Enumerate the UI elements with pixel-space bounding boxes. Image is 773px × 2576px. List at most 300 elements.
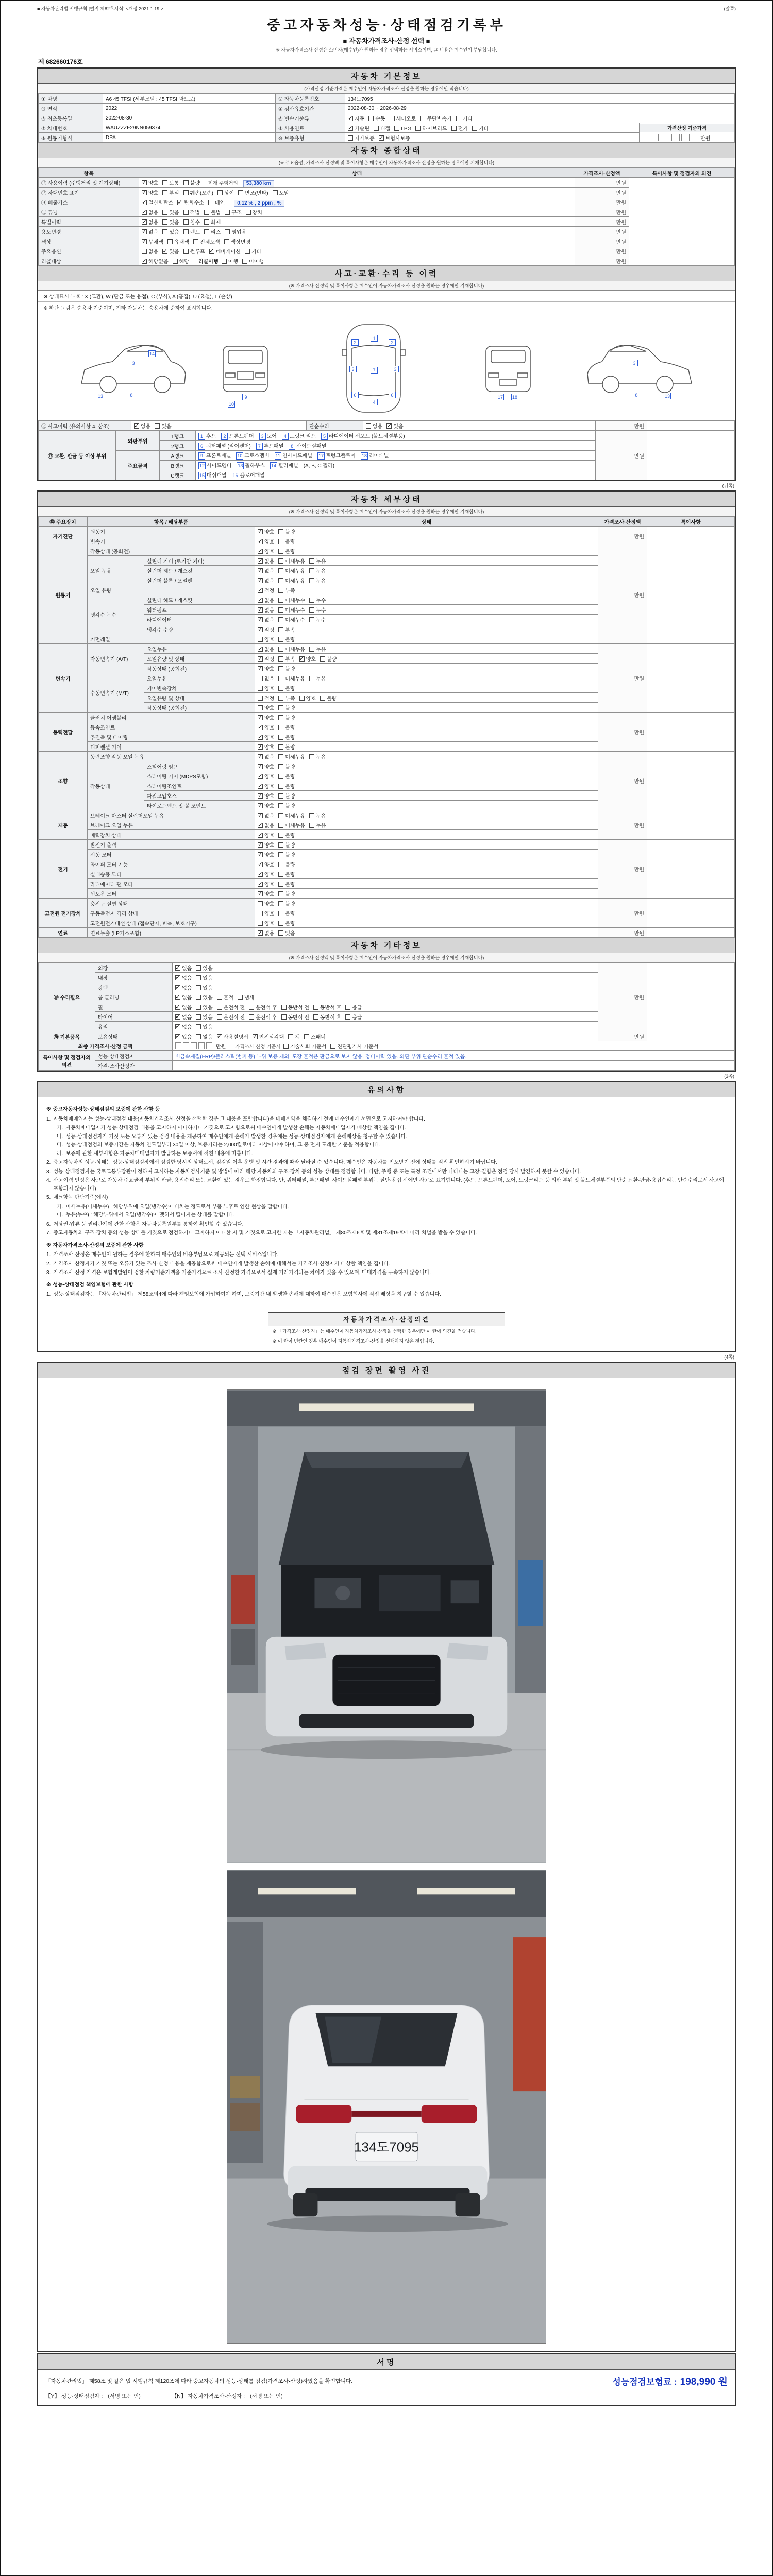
checkbox[interactable]: [162, 180, 167, 185]
checkbox[interactable]: [134, 423, 139, 429]
etc-note: (※ 가격조사·산정액 및 특이사항은 매수인이 자동차가격조사·산정을 원하는 경우에만 기재합니다): [38, 953, 735, 962]
checkbox[interactable]: [472, 126, 477, 131]
checkbox[interactable]: [394, 126, 399, 131]
checkbox-label: 불량: [285, 705, 295, 711]
row-state: [255, 556, 598, 566]
checkbox[interactable]: [162, 190, 167, 195]
checkbox[interactable]: [253, 1034, 258, 1039]
checkbox-option: [258, 655, 274, 663]
checkbox[interactable]: [258, 930, 263, 936]
checkbox-option: [258, 723, 274, 731]
checkbox-label: 없음: [148, 219, 159, 226]
checkbox[interactable]: [278, 598, 283, 603]
checkbox[interactable]: [278, 666, 283, 671]
checkbox[interactable]: [304, 1034, 309, 1039]
row-state: [255, 869, 598, 879]
checkbox-label: 양호: [264, 882, 275, 888]
checkbox[interactable]: [175, 965, 180, 971]
checkbox-option: [258, 743, 274, 751]
checkbox[interactable]: [258, 686, 263, 691]
checkbox[interactable]: [196, 975, 201, 980]
checkbox[interactable]: [258, 813, 263, 818]
checkbox[interactable]: [258, 578, 263, 583]
row-state: [255, 673, 598, 683]
checkbox[interactable]: [249, 1014, 254, 1020]
checkbox[interactable]: [258, 529, 263, 534]
checkbox-label: 없음: [264, 813, 275, 819]
part-label: 구동축전지 격리 상태: [88, 908, 255, 918]
checkbox[interactable]: [278, 833, 283, 838]
repair-group-label: ⑲ 수리필요: [39, 963, 95, 1031]
checkbox[interactable]: [278, 588, 283, 593]
checkbox[interactable]: [258, 549, 263, 554]
panel-name: 라디에이터 서포트 (볼트체결부품): [329, 434, 405, 439]
row-state: [255, 615, 598, 624]
checkbox[interactable]: [278, 911, 283, 916]
notice-item: [46, 1115, 727, 1124]
checkbox[interactable]: [142, 249, 147, 254]
checkbox[interactable]: [309, 813, 314, 818]
checkbox[interactable]: [196, 995, 201, 1000]
checkbox[interactable]: [415, 126, 421, 131]
checkbox[interactable]: [320, 696, 325, 701]
checkbox-label: 양호: [264, 793, 275, 800]
checkbox[interactable]: [217, 190, 223, 195]
checkbox[interactable]: [183, 190, 189, 195]
checkbox[interactable]: [258, 568, 263, 573]
row-state: [255, 693, 598, 703]
checkbox[interactable]: [183, 210, 189, 215]
field-label: ⑧ 사용연료: [276, 123, 345, 133]
checkbox[interactable]: [249, 1005, 254, 1010]
checkbox[interactable]: [177, 200, 182, 205]
checkbox-label: 미세누유: [285, 578, 305, 584]
checkbox[interactable]: [278, 558, 283, 564]
checkbox[interactable]: [278, 774, 283, 779]
checkbox-option: [278, 606, 305, 614]
checkbox[interactable]: [345, 1014, 350, 1020]
checkbox[interactable]: [258, 852, 263, 857]
checkbox-label: 없음: [264, 578, 275, 584]
checkbox[interactable]: [420, 116, 425, 121]
checkbox[interactable]: [258, 921, 263, 926]
row-state: [255, 801, 598, 810]
checkbox[interactable]: [183, 249, 189, 254]
checkbox[interactable]: [278, 744, 283, 750]
checkbox[interactable]: [309, 754, 314, 759]
panel-number-badge: 18: [512, 395, 518, 400]
checkbox-option: [196, 984, 212, 991]
checkbox[interactable]: [281, 1005, 287, 1010]
group-label: 변속기: [39, 644, 88, 713]
table-row: [39, 527, 735, 536]
checkbox-label: 장치: [252, 210, 262, 216]
checkbox[interactable]: [278, 705, 283, 710]
checkbox[interactable]: [142, 190, 147, 195]
checkbox[interactable]: [309, 578, 314, 583]
checkbox-label: 양호: [264, 901, 275, 907]
checkbox[interactable]: [309, 647, 314, 652]
remarks-cell: [647, 713, 735, 752]
price-cell: 만원: [575, 197, 629, 207]
panel-name: 플로어패널: [240, 473, 265, 479]
checkbox[interactable]: [258, 666, 263, 671]
checkbox[interactable]: [183, 219, 189, 225]
column-header: 항목 / 해당부품: [88, 517, 255, 527]
checkbox-option: [278, 674, 305, 682]
checkbox[interactable]: [288, 1034, 293, 1039]
checkbox[interactable]: [175, 995, 180, 1000]
checkbox[interactable]: [258, 558, 263, 564]
part-label: 타이어: [95, 1012, 173, 1022]
checkbox-label: 양호: [264, 549, 275, 555]
checkbox[interactable]: [309, 598, 314, 603]
checkbox[interactable]: [258, 754, 263, 759]
checkbox[interactable]: [225, 229, 230, 234]
checkbox[interactable]: [278, 686, 283, 691]
checkbox-label: 불량: [285, 842, 295, 849]
checkbox[interactable]: [313, 1005, 318, 1010]
price-cell: 만원: [598, 810, 647, 840]
checkbox-label: 불량: [285, 852, 295, 858]
checkbox-option: [249, 1013, 277, 1021]
checkbox[interactable]: [278, 735, 283, 740]
page-marker-back: (뒤쪽): [722, 483, 734, 488]
checkbox[interactable]: [193, 239, 198, 244]
checkbox[interactable]: [278, 607, 283, 613]
checkbox[interactable]: [167, 239, 173, 244]
checkbox-option: [348, 134, 375, 142]
checkbox[interactable]: [217, 1005, 222, 1010]
checkbox[interactable]: [451, 126, 457, 131]
checkbox[interactable]: [390, 116, 395, 121]
checkbox-label: 없음: [182, 965, 192, 972]
checkbox[interactable]: [183, 180, 189, 185]
checkbox[interactable]: [217, 1014, 222, 1020]
checkbox[interactable]: [278, 882, 283, 887]
checkbox[interactable]: [196, 985, 201, 990]
checkbox-label: 안전삼각대: [259, 1034, 284, 1040]
rank-label: 1랭크: [160, 431, 196, 441]
checkbox[interactable]: [258, 793, 263, 799]
checkbox[interactable]: [278, 784, 283, 789]
checkbox[interactable]: [368, 116, 374, 121]
checkbox-option: [162, 208, 179, 216]
checkbox[interactable]: [320, 656, 325, 662]
checkbox[interactable]: [456, 116, 461, 121]
checkbox[interactable]: [278, 842, 283, 848]
inspection-period-value: 2022-08-30 ~ 2026-08-29: [345, 104, 735, 113]
checkbox[interactable]: [175, 1034, 180, 1039]
checkbox[interactable]: [246, 210, 251, 215]
checkbox[interactable]: [258, 833, 263, 838]
checkbox[interactable]: [258, 588, 263, 593]
checkbox-option: [278, 851, 295, 858]
checkbox[interactable]: [162, 210, 167, 215]
checkbox-option: [175, 964, 192, 972]
checkbox[interactable]: [278, 901, 283, 906]
checkbox[interactable]: [175, 1024, 180, 1029]
notice-subitem: [57, 1133, 727, 1141]
checkbox[interactable]: [258, 803, 263, 808]
checkbox[interactable]: [258, 715, 263, 720]
checkbox[interactable]: [309, 617, 314, 622]
checkbox[interactable]: [217, 995, 222, 1000]
checkbox[interactable]: [175, 1005, 180, 1010]
checkbox[interactable]: [224, 239, 229, 244]
notice-item-text: 중고자동차의 성능·상태는 성능·상태점검장에서 점검한 당시의 상태로서, 점검일 이후 운행 및 시간 경과에 따라 달라질 수 있습니다. 매수인은 자동차를 인도받기 전에 상태를 직접 확인하시기 바랍니다.: [53, 1160, 497, 1165]
checkbox[interactable]: [386, 423, 392, 429]
checkbox-label: 양호: [264, 852, 275, 858]
checkbox[interactable]: [162, 229, 167, 234]
notice-item-number: 6.: [46, 1221, 51, 1227]
checkbox-option: [451, 124, 468, 132]
checkbox[interactable]: [142, 259, 147, 264]
checkbox-label: 부족: [285, 588, 295, 594]
checkbox[interactable]: [196, 965, 201, 971]
checkbox[interactable]: [208, 200, 213, 205]
checkbox[interactable]: [258, 842, 263, 848]
checkbox[interactable]: [278, 823, 283, 828]
checkbox[interactable]: [278, 656, 283, 662]
checkbox[interactable]: [309, 607, 314, 613]
checkbox[interactable]: [278, 627, 283, 632]
checkbox[interactable]: [258, 607, 263, 613]
checkbox[interactable]: [374, 126, 379, 131]
checkbox[interactable]: [366, 423, 371, 429]
remarks-cell: [647, 840, 735, 899]
checkbox[interactable]: [278, 637, 283, 642]
checkbox[interactable]: [278, 921, 283, 926]
checkbox[interactable]: [196, 1014, 201, 1020]
checkbox[interactable]: [238, 190, 243, 195]
checkbox[interactable]: [155, 423, 160, 429]
checkbox-option: [304, 1032, 326, 1040]
checkbox[interactable]: [258, 637, 263, 642]
checkbox[interactable]: [196, 1024, 201, 1029]
checkbox[interactable]: [258, 744, 263, 750]
checkbox[interactable]: [175, 975, 180, 980]
checkbox[interactable]: [142, 210, 147, 215]
row-state: [255, 928, 598, 938]
checkbox[interactable]: [309, 823, 314, 828]
checkbox[interactable]: [299, 656, 305, 662]
checkbox[interactable]: [258, 823, 263, 828]
checkbox-option: [309, 811, 326, 819]
row-label: 특별이력: [39, 217, 139, 227]
checkbox[interactable]: [258, 647, 263, 652]
checkbox[interactable]: [245, 249, 250, 254]
part-label: 실린더 헤드 / 개스킷: [144, 595, 255, 605]
panel-number-badge: 4: [371, 399, 378, 405]
checkbox-label: 잭: [295, 1034, 300, 1040]
panel-number-badge: 5: [321, 433, 328, 440]
part-label: 오일누유: [144, 673, 255, 683]
checkbox[interactable]: [278, 764, 283, 769]
signature-title: 서명: [38, 2354, 735, 2370]
checkbox[interactable]: [142, 180, 147, 185]
checkbox-option: [283, 1042, 326, 1050]
checkbox[interactable]: [299, 696, 305, 701]
checkbox[interactable]: [209, 249, 214, 254]
checkbox-option: [258, 645, 274, 653]
checkbox[interactable]: [278, 676, 283, 681]
checkbox[interactable]: [278, 803, 283, 808]
checkbox[interactable]: [258, 862, 263, 867]
checkbox[interactable]: [278, 647, 283, 652]
checkbox[interactable]: [175, 1014, 180, 1020]
base-price-label: 가격산정 기준가격: [640, 124, 734, 132]
checkbox[interactable]: [348, 116, 353, 121]
checkbox[interactable]: [278, 852, 283, 857]
checkbox[interactable]: [204, 210, 209, 215]
checkbox[interactable]: [278, 793, 283, 799]
checkbox[interactable]: [142, 229, 147, 234]
checkbox-label: 전체도색: [199, 239, 220, 245]
checkbox[interactable]: [258, 676, 263, 681]
checkbox[interactable]: [278, 578, 283, 583]
checkbox[interactable]: [242, 259, 247, 264]
checkbox[interactable]: [258, 774, 263, 779]
checkbox[interactable]: [238, 995, 243, 1000]
checkbox[interactable]: [258, 539, 263, 544]
checkbox[interactable]: [222, 259, 227, 264]
checkbox[interactable]: [258, 735, 263, 740]
checkbox[interactable]: [278, 529, 283, 534]
checkbox[interactable]: [278, 568, 283, 573]
checkbox[interactable]: [278, 930, 283, 936]
checkbox[interactable]: [278, 696, 283, 701]
checkbox[interactable]: [379, 135, 384, 141]
checkbox-option: [278, 802, 295, 809]
panel-number-badge: 9: [198, 452, 205, 460]
checkbox[interactable]: [258, 656, 263, 662]
checkbox-option: [258, 547, 274, 555]
part-label: 스티어링조인트: [144, 781, 255, 791]
checkbox[interactable]: [142, 239, 147, 244]
checkbox[interactable]: [309, 568, 314, 573]
checkbox[interactable]: [283, 1044, 289, 1049]
row-state: [139, 197, 575, 207]
checkbox[interactable]: [258, 901, 263, 906]
checkbox-label: 기술사회 기준서: [290, 1044, 327, 1050]
checkbox[interactable]: [258, 617, 263, 622]
checkbox[interactable]: [278, 754, 283, 759]
checkbox[interactable]: [173, 259, 178, 264]
panel-number-badge: 14: [149, 351, 155, 357]
notice-item-number: 2.: [46, 1261, 51, 1267]
checkbox[interactable]: [258, 882, 263, 887]
checkbox[interactable]: [278, 539, 283, 544]
checkbox[interactable]: [258, 764, 263, 769]
checkbox-option: [242, 257, 264, 265]
checkbox-label: 화재: [210, 219, 221, 226]
checkbox[interactable]: [258, 598, 263, 603]
table-row: [39, 840, 735, 850]
checkbox[interactable]: [217, 1034, 222, 1039]
price-opinion-title: 자동차가격조사·산정의견: [268, 1313, 505, 1326]
checkbox[interactable]: [278, 725, 283, 730]
checkbox[interactable]: [142, 200, 147, 205]
checkbox[interactable]: [258, 627, 263, 632]
checkbox[interactable]: [345, 1005, 350, 1010]
checkbox-option: [309, 616, 326, 623]
insurance-fee: [612, 2374, 728, 2388]
part-label: 추진축 및 베어링: [88, 732, 255, 742]
checkbox[interactable]: [258, 705, 263, 710]
checkbox[interactable]: [278, 872, 283, 877]
checkbox[interactable]: [196, 1034, 201, 1039]
checkbox[interactable]: [142, 219, 147, 225]
checkbox[interactable]: [258, 696, 263, 701]
notice-item-number: 5.: [46, 1195, 51, 1200]
basic-info-note: (가격산정 기준가격은 매수인이 자동차가격조사·산정을 원하는 경우에만 적습니다): [38, 84, 735, 93]
checkbox-option: [196, 1023, 212, 1030]
checkbox[interactable]: [175, 985, 180, 990]
checkbox-label: 썬루프: [190, 249, 205, 255]
checkbox[interactable]: [258, 891, 263, 896]
panel-name: 휠하우스: [245, 463, 265, 469]
panel-number-badge: 3: [349, 366, 357, 372]
checkbox[interactable]: [258, 784, 263, 789]
checkbox[interactable]: [183, 229, 189, 234]
checkbox[interactable]: [258, 872, 263, 877]
model-year-value: 2022: [103, 104, 276, 113]
checkbox[interactable]: [225, 210, 230, 215]
checkbox-label: 미세누유: [285, 823, 305, 829]
checkbox[interactable]: [309, 676, 314, 681]
option-group-label: 리콜이행: [198, 259, 219, 265]
part-label: 작동상태 (공회전): [144, 703, 255, 713]
checkbox[interactable]: [258, 725, 263, 730]
signature-body: [38, 2370, 735, 2390]
checkbox[interactable]: [204, 219, 209, 225]
checkbox[interactable]: [278, 813, 283, 818]
panel-name: 프론트펜더: [229, 434, 254, 439]
checkbox[interactable]: [348, 135, 353, 141]
price-cell: 만원: [575, 188, 629, 197]
checkbox-label: 가솔린: [355, 126, 369, 132]
checkbox-option: [278, 900, 295, 907]
checkbox[interactable]: [196, 1005, 201, 1010]
checkbox[interactable]: [313, 1014, 318, 1020]
top-line: [37, 5, 736, 12]
checkbox-option: [258, 772, 274, 780]
checkbox-label: 적정: [264, 696, 275, 702]
checkbox[interactable]: [309, 558, 314, 564]
vehicle-diagram-svg: [67, 315, 706, 419]
checkbox[interactable]: [162, 219, 167, 225]
checkbox-option: [309, 557, 326, 565]
notice-subitem: [57, 1211, 727, 1219]
checkbox[interactable]: [330, 1044, 335, 1049]
checkbox[interactable]: [278, 549, 283, 554]
checkbox[interactable]: [278, 715, 283, 720]
checkbox-label: 사용설명서: [223, 1034, 248, 1040]
checkbox[interactable]: [273, 190, 278, 195]
part-label: 작동상태 (공회전): [144, 664, 255, 673]
checkbox-option: [258, 596, 274, 604]
checkbox[interactable]: [162, 249, 167, 254]
checkbox[interactable]: [258, 911, 263, 916]
checkbox[interactable]: [278, 891, 283, 896]
checkbox[interactable]: [278, 617, 283, 622]
checkbox[interactable]: [278, 862, 283, 867]
checkbox[interactable]: [348, 126, 353, 131]
checkbox[interactable]: [204, 229, 209, 234]
checkbox-option: [162, 189, 179, 196]
checkbox[interactable]: [281, 1014, 287, 1020]
